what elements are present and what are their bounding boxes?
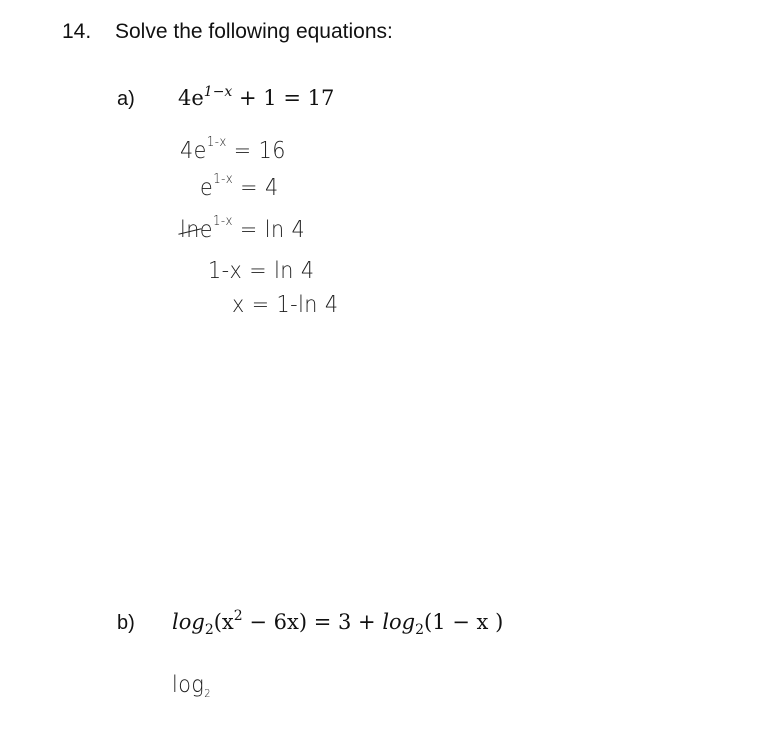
- part-b-work-sub: 2: [204, 687, 211, 700]
- question-prompt: Solve the following equations:: [115, 20, 393, 43]
- part-b-arg1-open: (x: [213, 610, 234, 634]
- step-1-rhs: = 16: [226, 138, 286, 164]
- part-b-work-log: log: [172, 672, 205, 698]
- part-b-arg1-exp: 2: [233, 608, 243, 624]
- handwritten-part-b-step-1: [172, 672, 211, 700]
- handwritten-step-4: 1-x = ln 4: [208, 258, 315, 284]
- part-b-sub2: 2: [415, 622, 425, 638]
- question-number: 14.: [62, 20, 92, 43]
- part-a-rest: + 1 = 17: [232, 86, 335, 110]
- handwritten-step-5: x = 1-ln 4: [232, 292, 339, 318]
- handwritten-step-1: [180, 135, 286, 164]
- part-b-equation: [172, 608, 503, 638]
- part-a-coef: 4e: [178, 86, 204, 110]
- step-2-base: e: [200, 175, 214, 201]
- part-a-label: a): [117, 88, 135, 110]
- step-3-rhs: = ln 4: [232, 217, 306, 243]
- part-b-log2: log: [382, 610, 416, 634]
- part-b-arg2: (1 − x ): [424, 610, 504, 634]
- handwritten-step-3: [180, 214, 305, 243]
- handwritten-step-2: [200, 172, 279, 201]
- step-2-exponent: 1-x: [213, 172, 234, 187]
- part-b-arg1-rest: − 6x) = 3 +: [242, 610, 383, 634]
- step-1-base: 4e: [180, 138, 207, 164]
- part-a-exponent: 1−x: [203, 84, 233, 100]
- part-a-equation: [178, 84, 334, 110]
- part-b-sub1: 2: [204, 622, 214, 638]
- part-b-log1: log: [172, 610, 205, 634]
- part-b-label: b): [117, 612, 135, 634]
- step-3-exponent: 1-x: [212, 214, 233, 229]
- step-1-exponent: 1-x: [206, 135, 227, 150]
- step-2-rhs: = 4: [233, 175, 279, 201]
- step-3-struck-ln: ln: [180, 217, 200, 243]
- step-3-base: e: [199, 217, 213, 243]
